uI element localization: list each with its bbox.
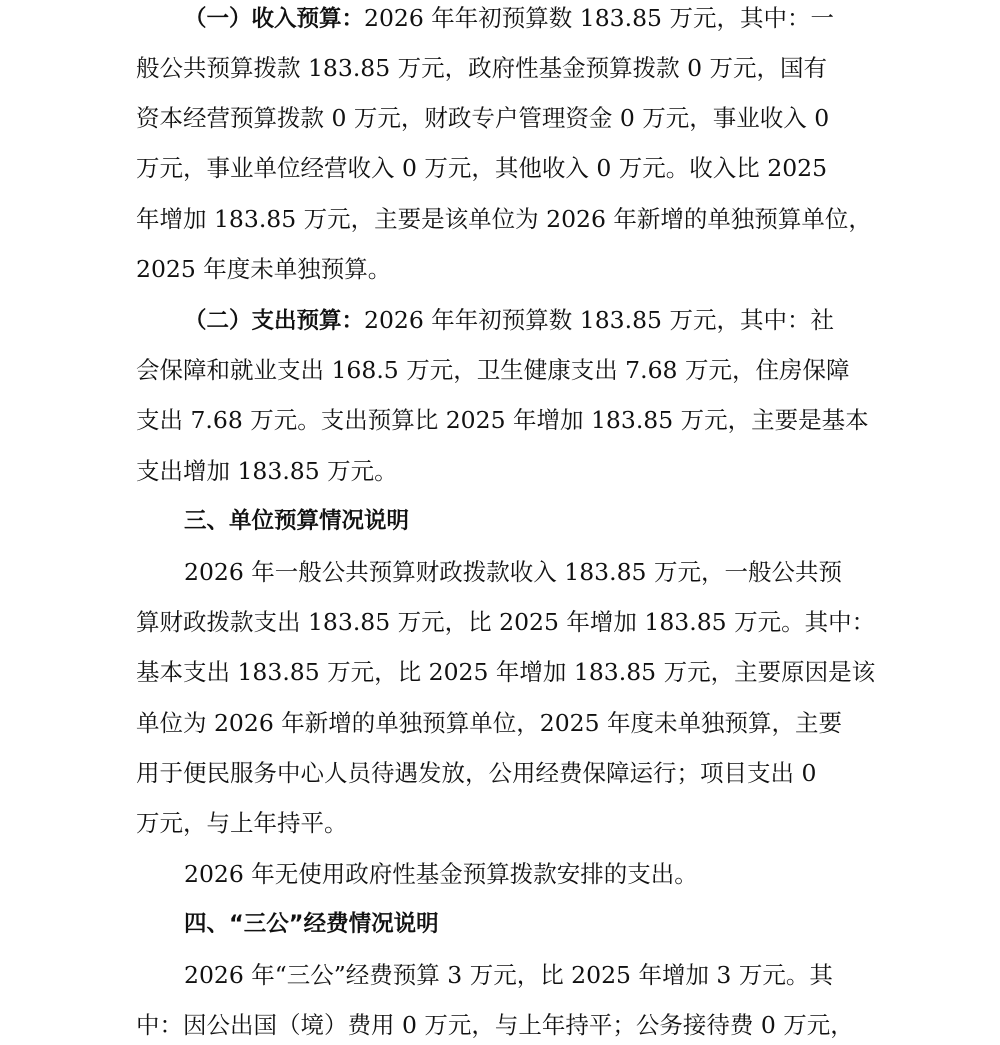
section3-line: 万元，与上年持平。: [136, 809, 348, 837]
expense-line: 会保障和就业支出 168.5 万元，卫生健康支出 7.68 万元，住房保障: [136, 356, 850, 384]
income-line: 般公共预算拨款 183.85 万元，政府性基金预算拨款 0 万元，国有: [136, 54, 828, 82]
section3-line: 用于便民服务中心人员待遇发放，公用经费保障运行；项目支出 0: [136, 759, 817, 787]
income-line: 资本经营预算拨款 0 万元，财政专户管理资金 0 万元，事业收入 0: [136, 104, 830, 132]
section3-line: 2026 年一般公共预算财政拨款收入 183.85 万元，一般公共预: [184, 558, 842, 586]
expense-line: 2026 年年初预算数 183.85 万元，其中：社: [364, 306, 834, 334]
section3-line: 单位为 2026 年新增的单独预算单位，2025 年度未单独预算，主要: [136, 709, 843, 737]
income-line: 年增加 183.85 万元，主要是该单位为 2026 年新增的单独预算单位，: [136, 205, 872, 233]
section3-line: 基本支出 183.85 万元，比 2025 年增加 183.85 万元，主要原因是该: [136, 658, 876, 686]
section4-line: 中：因公出国（境）费用 0 万元，与上年持平；公务接待费 0 万元，: [136, 1011, 854, 1039]
income-first-line: [184, 0, 834, 38]
section4-line: 2026 年“三公”经费预算 3 万元，比 2025 年增加 3 万元。其: [184, 961, 833, 989]
section3-heading: 三、单位预算情况说明: [184, 508, 410, 534]
expense-first-line: [184, 300, 834, 340]
income-line: 2026 年年初预算数 183.85 万元，其中：一: [364, 4, 834, 32]
income-line: 万元，事业单位经营收入 0 万元，其他收入 0 万元。收入比 2025: [136, 154, 828, 182]
expense-line: 支出 7.68 万元。支出预算比 2025 年增加 183.85 万元，主要是基本: [136, 406, 869, 434]
expense-line: 支出增加 183.85 万元。: [136, 457, 398, 485]
income-label: （一）收入预算：: [184, 6, 365, 32]
section3-line: 算财政拨款支出 183.85 万元，比 2025 年增加 183.85 万元。其中：: [136, 608, 876, 636]
section4-heading: 四、“三公”经费情况说明: [184, 911, 439, 937]
fund-line: 2026 年无使用政府性基金预算拨款安排的支出。: [184, 860, 698, 888]
expense-label: （二）支出预算：: [184, 308, 365, 334]
income-line: 2025 年度未单独预算。: [136, 255, 392, 283]
